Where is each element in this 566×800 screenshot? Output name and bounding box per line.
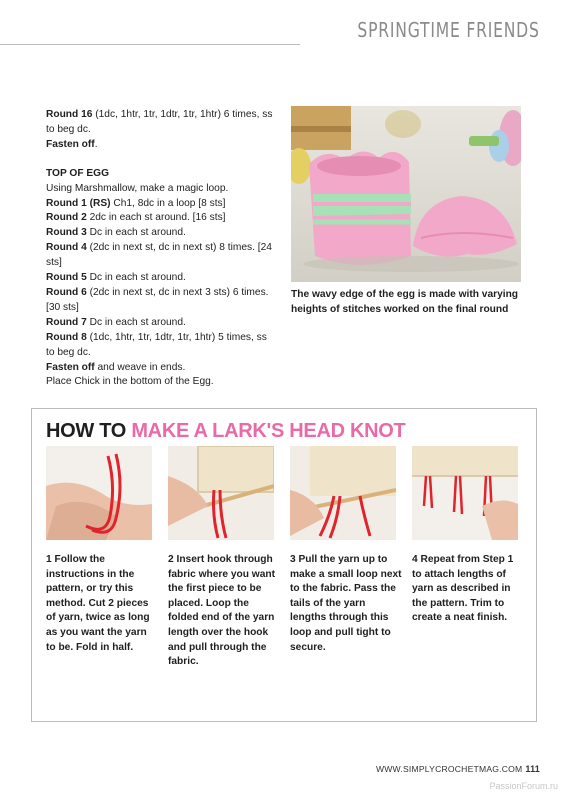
round-line: Round 6 (2dc in next st, dc in next 3 sts) 6 times. [30 sts] — [46, 286, 269, 313]
round-line: Round 4 (2dc in next st, dc in next st) 8 times. [24 sts] — [46, 242, 272, 269]
page-footer — [376, 764, 540, 774]
egg-basket-photo — [291, 106, 521, 282]
step-2-photo — [168, 446, 274, 540]
watermark: PassionForum.ru — [489, 781, 558, 791]
header-rule — [0, 44, 300, 45]
step-4-photo — [412, 446, 518, 540]
howto-title: HOW TO MAKE A LARK'S HEAD KNOT — [46, 420, 406, 442]
round-line: Round 5 Dc in each st around. — [46, 272, 186, 284]
round-line: Round 3 Dc in each st around. — [46, 227, 186, 239]
round-line: Round 7 Dc in each st around. — [46, 316, 186, 328]
fasten-off-weave-line: Fasten off and weave in ends. — [46, 361, 186, 373]
section-title: SPRINGTIME FRIENDS — [357, 18, 540, 42]
step-1-text: 1 Follow the instructions in the pattern, or try this method. Cut 2 pieces of yarn, twice as long as you want the yarn to be. Fold in half. — [46, 554, 150, 653]
page-number: 111 — [525, 764, 540, 774]
round-line: Round 1 (RS) Ch1, 8dc in a loop [8 sts] — [46, 197, 226, 209]
fasten-off-line: Fasten off. — [46, 138, 98, 150]
final-line: Place Chick in the bottom of the Egg. — [46, 376, 214, 388]
round-16: Round 16 (1dc, 1htr, 1tr, 1dtr, 1tr, 1htr) 6 times, ss to beg dc. — [46, 109, 273, 135]
photo-caption: The wavy edge of the egg is made with varying heights of stitches worked on the final round — [291, 289, 519, 315]
footer-url[interactable]: WWW.SIMPLYCROCHETMAG.COM — [375, 764, 523, 774]
round-line: Round 8 (1dc, 1htr, 1tr, 1dtr, 1tr, 1htr) 5 times, ss to beg dc. — [46, 331, 267, 358]
step-4-text: 4 Repeat from Step 1 to attach lengths of yarn as described in the pattern. Trim to create a neat finish. — [412, 554, 514, 624]
step-3-text: 3 Pull the yarn up to make a small loop next to the fabric. Pass the tails of the yarn lengths through this loop and pull tight to secure. — [290, 554, 402, 653]
pattern-intro: Using Marshmallow, make a magic loop. — [46, 182, 229, 194]
round-line: Round 2 2dc in each st around. [16 sts] — [46, 212, 226, 224]
pattern-column — [46, 108, 278, 390]
step-1-photo — [46, 446, 152, 540]
step-3-photo — [290, 446, 396, 540]
top-of-egg-heading: TOP OF EGG — [46, 167, 110, 179]
step-2-text: 2 Insert hook through fabric where you want the first piece to be placed. Loop the folded end of the yarn length over the hook and pull through the fabric. — [168, 554, 275, 668]
